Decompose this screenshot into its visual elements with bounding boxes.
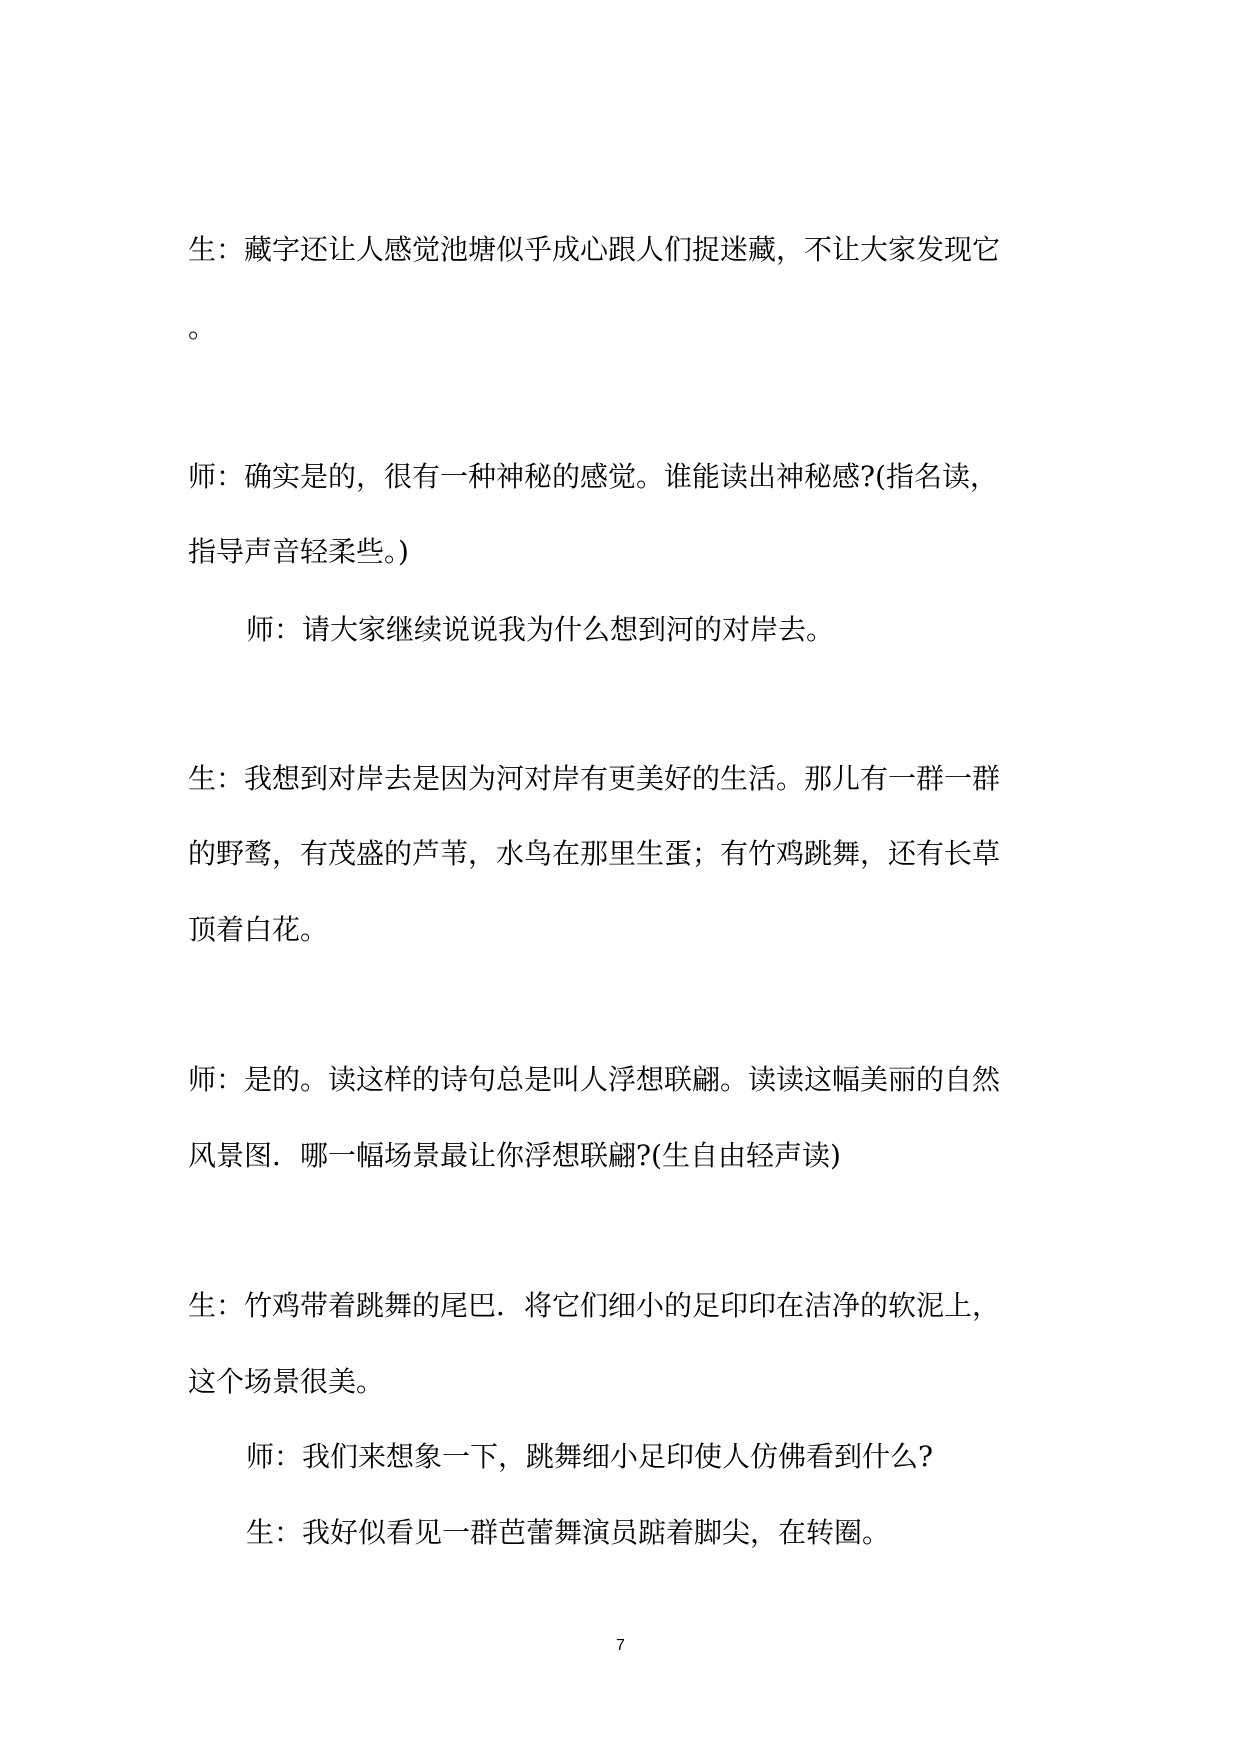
text-line: 生：竹鸡带着跳舞的尾巴．将它们细小的足印印在洁净的软泥上， — [188, 1289, 1001, 1322]
text-line: 。 — [188, 311, 217, 344]
text-line: 生：我想到对岸去是因为河对岸有更美好的生活。那儿有一群一群 — [188, 762, 1001, 795]
text-line: 顶着白花。 — [188, 913, 329, 946]
text-line: 的野鹜，有茂盛的芦苇，水鸟在那里生蛋；有竹鸡跳舞，还有长草 — [188, 837, 1001, 870]
text-line: 生：藏字还让人感觉池塘似乎成心跟人们捉迷藏，不让大家发现它 — [188, 233, 1001, 266]
text-line: 风景图．哪一幅场景最让你浮想联翩?(生自由轻声读) — [188, 1139, 841, 1172]
text-line: 生：我好似看见一群芭蕾舞演员踮着脚尖，在转圈。 — [246, 1516, 891, 1549]
page-number: 7 — [616, 1637, 625, 1654]
text-line: 师：确实是的，很有一种神秘的感觉。谁能读出神秘感?(指名读， — [188, 460, 998, 493]
text-line: 师：请大家继续说说我为什么想到河的对岸去。 — [246, 613, 835, 646]
text-line: 师：是的。读这样的诗句总是叫人浮想联翩。读读这幅美丽的自然 — [188, 1063, 1001, 1096]
text-line: 指导声音轻柔些。) — [188, 535, 409, 568]
text-line: 师：我们来想象一下，跳舞细小足印使人仿佛看到什么? — [246, 1440, 934, 1473]
text-line: 这个场景很美。 — [188, 1365, 385, 1398]
